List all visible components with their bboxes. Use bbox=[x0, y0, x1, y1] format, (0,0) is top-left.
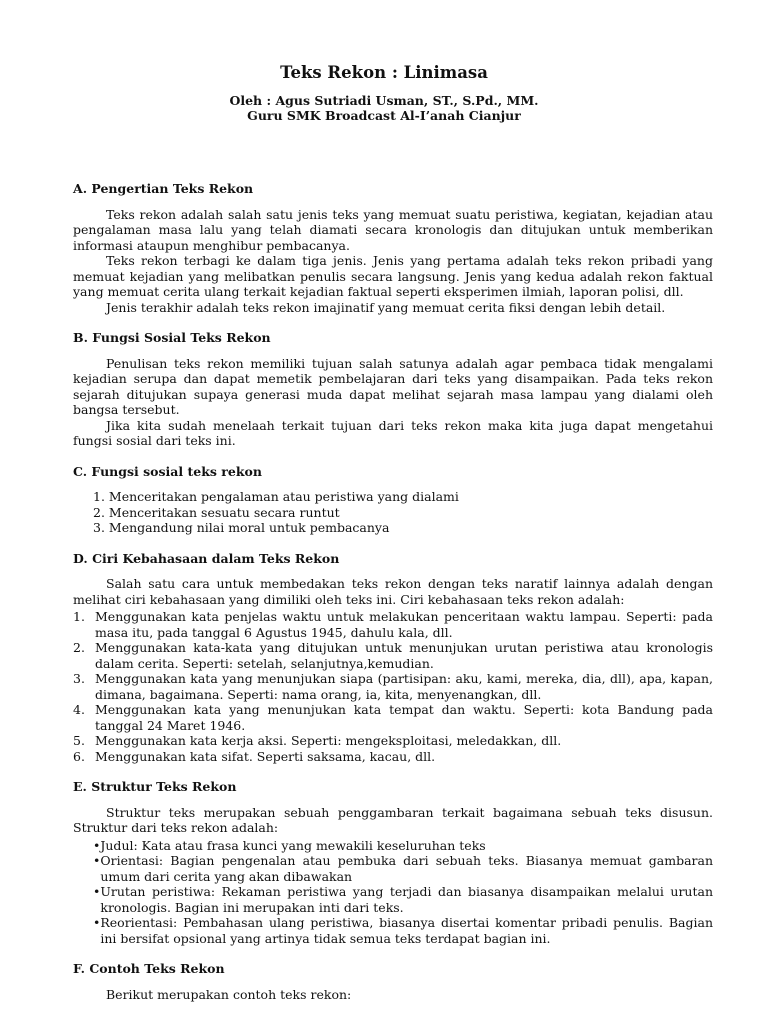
section-d-intro: Salah satu cara untuk membedakan teks rekon dengan teks naratif lainnya adalah dengan melihat ciri kebahasaan yang dimiliki oleh teks ini. Ciri kebahasaan teks rekon adalah: bbox=[73, 576, 713, 607]
list-number: 3. bbox=[73, 671, 85, 686]
author-block bbox=[0, 93, 768, 123]
section-c-heading: C. Fungsi sosial teks rekon bbox=[73, 463, 262, 479]
list-text: Urutan peristiwa: Rekaman peristiwa yang terjadi dan biasanya disampaikan melalui urutan kronologis. Bagian ini merupakan inti dari teks. bbox=[100, 884, 713, 915]
bullet-icon: • bbox=[93, 837, 101, 853]
section-f bbox=[73, 961, 713, 1002]
section-a bbox=[73, 181, 713, 315]
section-a-paragraph: Teks rekon adalah salah satu jenis teks yang memuat suatu peristiwa, kegiatan, kejadian atau pengalaman masa lalu yang telah diamati secara kronologis dan ditujukan untuk memberikan informasi ataupun menghibur pembacanya. bbox=[73, 206, 713, 253]
list-number: 4. bbox=[73, 702, 85, 717]
author-name: Oleh : Agus Sutriadi Usman, ST., S.Pd., MM. bbox=[229, 93, 539, 108]
list-text: Orientasi: Bagian pengenalan atau pembuka dari sebuah teks. Biasanya memuat gambaran umum dari cerita yang akan dibawakan bbox=[100, 853, 713, 884]
list-number: 2. bbox=[73, 640, 85, 655]
list-item: 3. Mengandung nilai moral untuk pembacanya bbox=[93, 520, 390, 535]
list-text: Menggunakan kata yang menunjukan kata tempat dan waktu. Seperti: kota Bandung pada tanggal 24 Maret 1946. bbox=[95, 702, 713, 733]
list-text: Menggunakan kata kerja aksi. Seperti: mengeksploitasi, meledakkan, dll. bbox=[95, 733, 562, 748]
language-features-list bbox=[73, 609, 713, 764]
list-item bbox=[73, 884, 713, 915]
bullet-icon: • bbox=[93, 884, 101, 899]
list-item: 2. Menceritakan sesuatu secara runtut bbox=[93, 504, 340, 520]
section-c bbox=[73, 464, 713, 536]
list-item bbox=[73, 853, 713, 884]
section-b bbox=[73, 330, 713, 449]
section-f-intro: Berikut merupakan contoh teks rekon: bbox=[106, 986, 352, 1002]
social-function-list bbox=[73, 489, 713, 536]
list-number: 6. bbox=[73, 748, 85, 764]
author-affiliation: Guru SMK Broadcast Al-I’anah Cianjur bbox=[247, 108, 521, 123]
list-text: Reorientasi: Pembahasan ulang peristiwa, biasanya disertai komentar pribadi penulis. Bagian ini bersifat opsional yang artinya tidak semua teks terdapat bagian ini. bbox=[100, 915, 713, 946]
section-b-heading: B. Fungsi Sosial Teks Rekon bbox=[73, 330, 271, 345]
document-body bbox=[73, 181, 713, 1017]
list-text: Menggunakan kata penjelas waktu untuk melakukan penceritaan waktu lampau. Seperti: pada masa itu, pada tanggal 6 Agustus 1945, dahulu kala, dll. bbox=[95, 609, 713, 640]
section-d bbox=[73, 551, 713, 765]
list-item bbox=[73, 640, 713, 671]
section-a-heading: A. Pengertian Teks Rekon bbox=[73, 181, 254, 196]
list-item bbox=[73, 671, 713, 702]
bullet-icon: • bbox=[93, 853, 101, 868]
list-number: 5. bbox=[73, 733, 85, 748]
bullet-icon: • bbox=[93, 915, 101, 930]
list-text: Menggunakan kata-kata yang ditujukan untuk menunjukan urutan peristiwa atau kronologis dalam cerita. Seperti: setelah, selanjutnya,kemudian. bbox=[95, 640, 713, 671]
section-b-paragraph: Penulisan teks rekon memiliki tujuan salah satunya adalah agar pembaca tidak mengalami kejadian serupa dan dapat memetik pembelajaran dari teks yang disampaikan. Pada teks rekon sejarah ditujukan supaya generasi muda dapat melihat sejarah masa lampau yang dialami oleh bangsa tersebut. bbox=[73, 355, 713, 417]
list-text: Menggunakan kata yang menunjukan siapa (partisipan: aku, kami, mereka, dia, dll), apa, kapan, dimana, bagaimana. Seperti: nama orang, ia, kita, menyenangkan, dll. bbox=[95, 671, 713, 702]
section-d-heading: D. Ciri Kebahasaan dalam Teks Rekon bbox=[73, 550, 340, 566]
section-e-intro: Struktur teks merupakan sebuah penggambaran terkait bagaimana sebuah teks disusun. Struktur dari teks rekon adalah: bbox=[73, 804, 713, 835]
list-item bbox=[73, 733, 713, 749]
list-number: 1. bbox=[73, 609, 85, 624]
section-a-paragraph: Jenis terakhir adalah teks rekon imajinatif yang memuat cerita fiksi dengan lebih detail. bbox=[106, 299, 666, 315]
list-item bbox=[73, 838, 713, 854]
list-item: 1. Menceritakan pengalaman atau peristiwa yang dialami bbox=[93, 489, 459, 504]
structure-list bbox=[73, 838, 713, 947]
section-e bbox=[73, 779, 713, 946]
section-e-heading: E. Struktur Teks Rekon bbox=[73, 779, 237, 794]
section-a-paragraph: Teks rekon terbagi ke dalam tiga jenis. Jenis yang pertama adalah teks rekon pribadi yang memuat kejadian yang melibatkan penulis secara langsung. Jenis yang kedua adalah rekon faktual yang memuat cerita ulang terkait kejadian faktual seperti eksperimen ilmiah, laporan polisi, dll. bbox=[73, 253, 713, 299]
list-item bbox=[73, 702, 713, 733]
list-item bbox=[73, 609, 713, 640]
list-item bbox=[73, 915, 713, 946]
section-f-heading: F. Contoh Teks Rekon bbox=[73, 961, 225, 976]
list-text: Judul: Kata atau frasa kunci yang mewakili keseluruhan teks bbox=[100, 837, 486, 853]
section-b-paragraph: Jika kita sudah menelaah terkait tujuan dari teks rekon maka kita juga dapat mengetahui fungsi sosial dari teks ini. bbox=[73, 417, 713, 448]
document-title: Teks Rekon : Linimasa bbox=[280, 63, 488, 82]
list-item bbox=[73, 749, 713, 765]
list-text: Menggunakan kata sifat. Seperti saksama, kacau, dll. bbox=[95, 748, 436, 764]
